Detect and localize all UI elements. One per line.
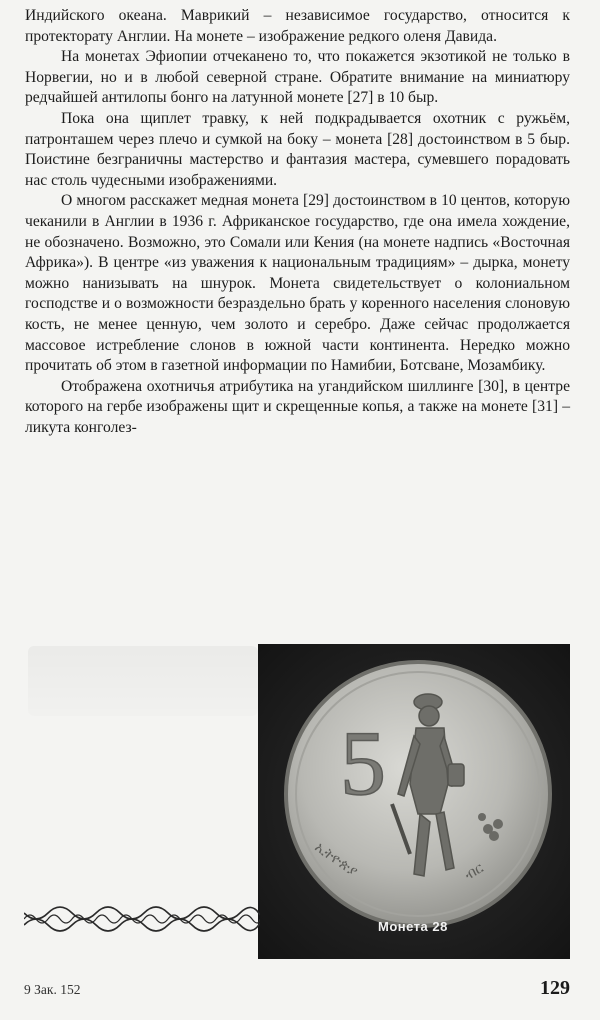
paragraph-4: О многом расскажет медная монета [29] достоинством в 10 центов, которую чеканили в Англии в 1936 г. Африканское государство, где она имела хождение, не обозначено. Возможно, это Сомали или Кения (на монете надпись «Восточная Африка»). В центре «из уважения к национальным традициям» – дырка, монету можно нанизывать на шнурок. Монета свидетельствует о колониальном господстве и о возможности безраздельно брать у коренного населения слоновую кость, не менее ценную, чем золото и серебро. Даже сейчас продолжается массовое истребление слонов в южной части континента. Нередко можно прочитать об этом в газетной информации по Намибии, Ботсване, Мозамбику. — [25, 192, 570, 375]
paragraph-5: Отображена охотничья атрибутика на угандийском шиллинге [30], в центре которого на гербе изображены щит и скрещенные копья, а также на монете [31] – ликута конголез- — [25, 377, 570, 436]
paragraph-1: Индийского океана. Маврикий – независимое государство, относится к протекторату Англии. На монете – изображение редкого оленя Давида. — [25, 7, 570, 45]
paragraph-3: Пока она щиплет травку, к ней подкрадывается охотник с ружьём, патронташем через плечо и сумкой на боку – монета [28] достоинством в 5 быр. Поистине безграничны мастерство и фантазия мастера, сумевшего порадовать нас столь чудесными изображениями. — [25, 109, 570, 189]
page-number: 129 — [540, 977, 570, 999]
coin-denomination: 5 — [340, 712, 386, 814]
braid-ornament — [24, 905, 260, 933]
coin-photo — [258, 644, 570, 959]
body-text — [25, 6, 570, 438]
figure-caption: Монета 28 — [378, 919, 448, 934]
coin-image — [258, 644, 570, 959]
svg-text:ኢትዮጵያ: ኢትዮጵያ — [311, 839, 361, 880]
bleed-through-shadow — [28, 646, 258, 716]
svg-text:ብር: ብር — [462, 860, 487, 884]
printer-signature: 9 Зак. 152 — [24, 982, 81, 997]
paragraph-2: На монетах Эфиопии отчеканено то, что покажется экзотикой не только в Норвегии, но и в любой северной стране. Обратите внимание на миниатюру редчайшей антилопы бонго на латунной монете [27] в 10 быр. — [25, 48, 570, 107]
